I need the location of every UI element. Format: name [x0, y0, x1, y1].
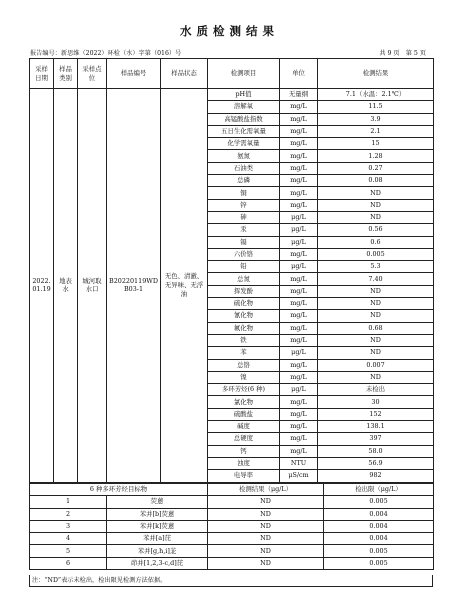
result-cell: ND: [318, 334, 434, 346]
pah-name-cell: 苯并[k]荧蒽: [107, 520, 208, 532]
header-sample-type: 样品类别: [54, 59, 78, 89]
test-item-cell: 铜: [208, 187, 280, 199]
unit-cell: μg/L: [280, 236, 318, 248]
pah-limit-cell: 0.004: [324, 520, 434, 532]
pah-row: [30, 557, 434, 569]
result-cell: ND: [318, 371, 434, 383]
result-cell: 0.6: [318, 236, 434, 248]
pah-header-result: 检测结果（μg/L）: [208, 484, 324, 496]
unit-cell: μS/cm: [280, 470, 318, 482]
test-item-cell: 苯: [208, 347, 280, 359]
test-item-cell: 化学需氧量: [208, 138, 280, 150]
result-cell: 982: [318, 470, 434, 482]
pah-result-cell: ND: [208, 557, 324, 569]
unit-cell: mg/L: [280, 408, 318, 420]
unit-cell: mg/L: [280, 359, 318, 371]
sample-code-cell: B20220119WDB03-1: [107, 89, 161, 483]
test-item-cell: 五日生化需氧量: [208, 125, 280, 137]
pah-row: [30, 520, 434, 532]
result-cell: ND: [318, 187, 434, 199]
unit-cell: mg/L: [280, 433, 318, 445]
result-cell: ND: [318, 310, 434, 322]
unit-cell: mg/L: [280, 125, 318, 137]
unit-cell: mg/L: [280, 371, 318, 383]
unit-cell: mg/L: [280, 310, 318, 322]
pah-name-cell: 荧蒽: [107, 496, 208, 508]
result-cell: 2.1: [318, 125, 434, 137]
pah-header-limit: 检出限（μg/L）: [324, 484, 434, 496]
unit-cell: 无量纲: [280, 89, 318, 101]
test-item-cell: 铅: [208, 261, 280, 273]
test-item-cell: 铁: [208, 334, 280, 346]
pah-row: [30, 533, 434, 545]
pah-number-cell: 1: [30, 496, 107, 508]
test-item-cell: 硫化物: [208, 298, 280, 310]
pah-header-name: 6 种多环芳烃目标物: [30, 484, 208, 496]
pah-result-cell: ND: [208, 496, 324, 508]
pah-number-cell: 3: [30, 520, 107, 532]
test-item-cell: 溶解氧: [208, 101, 280, 113]
result-cell: 1.28: [318, 150, 434, 162]
pah-name-cell: 苯并[b]荧蒽: [107, 508, 208, 520]
pah-limit-cell: 0.005: [324, 496, 434, 508]
test-item-cell: 高锰酸盐指数: [208, 113, 280, 125]
result-cell: 7.1（水温：2.1℃）: [318, 89, 434, 101]
pah-number-cell: 4: [30, 533, 107, 545]
header-sampling-date: 采样日期: [30, 59, 54, 89]
result-cell: 138.1: [318, 421, 434, 433]
unit-cell: mg/L: [280, 162, 318, 174]
header-row: [30, 59, 434, 89]
pah-number-cell: 5: [30, 545, 107, 557]
result-cell: 397: [318, 433, 434, 445]
test-item-cell: 锌: [208, 199, 280, 211]
unit-cell: mg/L: [280, 101, 318, 113]
table-row: [30, 89, 434, 101]
test-item-cell: 砷: [208, 211, 280, 223]
result-cell: 0.005: [318, 248, 434, 260]
test-item-cell: 氰化物: [208, 310, 280, 322]
pah-number-cell: 2: [30, 508, 107, 520]
pah-limit-cell: 0.004: [324, 508, 434, 520]
footnote: 注：“ND”表示未检出，检出限见检测方法依据。: [29, 575, 433, 587]
test-item-cell: 挥发酚: [208, 285, 280, 297]
result-cell: ND: [318, 211, 434, 223]
pah-limit-cell: 0.005: [324, 545, 434, 557]
header-result: 检测结果: [318, 59, 434, 89]
unit-cell: mg/L: [280, 150, 318, 162]
page-title: 水质检测结果: [180, 24, 279, 38]
result-cell: 0.68: [318, 322, 434, 334]
result-cell: ND: [318, 285, 434, 297]
test-item-cell: 氯化物: [208, 396, 280, 408]
unit-cell: mg/L: [280, 421, 318, 433]
pah-row: [30, 508, 434, 520]
result-cell: 15: [318, 138, 434, 150]
test-item-cell: 多环芳烃(6 种): [208, 384, 280, 396]
unit-cell: μg/L: [280, 211, 318, 223]
test-item-cell: 镉: [208, 236, 280, 248]
sampling-site-cell: 城河取水口: [78, 89, 107, 483]
header-sampling-site: 采样点位: [78, 59, 107, 89]
test-item-cell: 浊度: [208, 457, 280, 469]
pah-row: [30, 496, 434, 508]
report-number: 报告编号：新思维（2022）环检（水）字第（016）号: [30, 50, 182, 57]
page-counter: 共 9 页 第 5 页: [379, 50, 426, 57]
pah-name-cell: 茚并[1,2,3-c,d]芘: [107, 557, 208, 569]
unit-cell: mg/L: [280, 334, 318, 346]
unit-cell: mg/L: [280, 445, 318, 457]
result-cell: ND: [318, 347, 434, 359]
test-item-cell: 镍: [208, 371, 280, 383]
test-item-cell: 总铬: [208, 359, 280, 371]
result-cell: 0.007: [318, 359, 434, 371]
unit-cell: mg/L: [280, 248, 318, 260]
sample-state-cell: 无色、清澈、无异味、无浮油: [161, 89, 208, 483]
pah-name-cell: 苯并[a]芘: [107, 533, 208, 545]
test-item-cell: 六价铬: [208, 248, 280, 260]
pah-result-cell: ND: [208, 520, 324, 532]
header-test-item: 检测项目: [208, 59, 280, 89]
pah-results-table: [29, 483, 434, 570]
result-cell: 7.40: [318, 273, 434, 285]
result-cell: 152: [318, 408, 434, 420]
unit-cell: mg/L: [280, 113, 318, 125]
pah-number-cell: 6: [30, 557, 107, 569]
test-item-cell: 总氮: [208, 273, 280, 285]
header-sample-code: 样品编号: [107, 59, 161, 89]
test-item-cell: 汞: [208, 224, 280, 236]
pah-header-row: [30, 484, 434, 496]
test-item-cell: 总磷: [208, 175, 280, 187]
result-cell: 11.5: [318, 101, 434, 113]
test-item-cell: 石油类: [208, 162, 280, 174]
unit-cell: NTU: [280, 457, 318, 469]
unit-cell: mg/L: [280, 199, 318, 211]
unit-cell: μg/L: [280, 224, 318, 236]
unit-cell: μg/L: [280, 347, 318, 359]
pah-result-cell: ND: [208, 508, 324, 520]
test-item-cell: pH值: [208, 89, 280, 101]
result-cell: ND: [318, 199, 434, 211]
sampling-date-cell: 2022.01.19: [30, 89, 54, 483]
test-item-cell: 总硬度: [208, 433, 280, 445]
unit-cell: mg/L: [280, 322, 318, 334]
result-cell: 56.9: [318, 457, 434, 469]
unit-cell: μg/L: [280, 384, 318, 396]
unit-cell: mg/L: [280, 298, 318, 310]
unit-cell: mg/L: [280, 285, 318, 297]
result-cell: 0.27: [318, 162, 434, 174]
header-sample-state: 样品状态: [161, 59, 208, 89]
header-unit: 单位: [280, 59, 318, 89]
result-cell: 30: [318, 396, 434, 408]
result-cell: 5.3: [318, 261, 434, 273]
result-cell: 未检出: [318, 384, 434, 396]
sample-type-cell: 地表水: [54, 89, 78, 483]
result-cell: 3.9: [318, 113, 434, 125]
test-item-cell: 电导率: [208, 470, 280, 482]
pah-name-cell: 苯并[g,h,i]苝: [107, 545, 208, 557]
pah-result-cell: ND: [208, 545, 324, 557]
result-cell: 58.0: [318, 445, 434, 457]
pah-result-cell: ND: [208, 533, 324, 545]
test-item-cell: 碱度: [208, 421, 280, 433]
pah-row: [30, 545, 434, 557]
pah-limit-cell: 0.005: [324, 557, 434, 569]
result-cell: ND: [318, 298, 434, 310]
unit-cell: mg/L: [280, 175, 318, 187]
pah-limit-cell: 0.004: [324, 533, 434, 545]
water-quality-results-table: [29, 58, 434, 483]
test-item-cell: 氨氮: [208, 150, 280, 162]
unit-cell: mg/L: [280, 138, 318, 150]
unit-cell: mg/L: [280, 396, 318, 408]
result-cell: 0.56: [318, 224, 434, 236]
unit-cell: mg/L: [280, 273, 318, 285]
unit-cell: mg/L: [280, 187, 318, 199]
test-item-cell: 硫酸盐: [208, 408, 280, 420]
test-item-cell: 钙: [208, 445, 280, 457]
test-item-cell: 氟化物: [208, 322, 280, 334]
result-cell: 0.08: [318, 175, 434, 187]
unit-cell: μg/L: [280, 261, 318, 273]
